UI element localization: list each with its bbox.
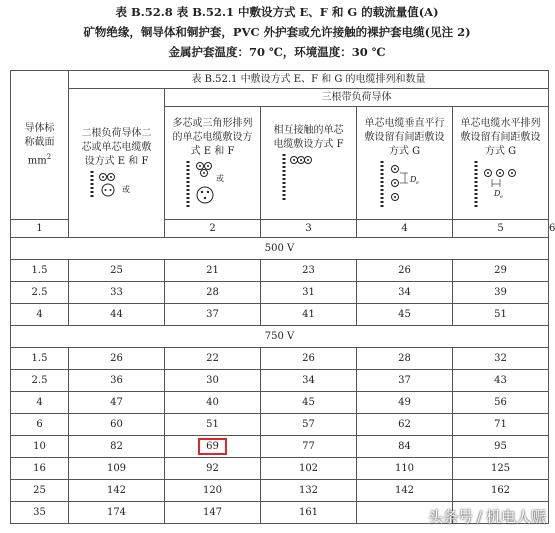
table-conditions: 金属护套温度：70 ℃，环境温度：30 ℃ [168, 45, 386, 59]
value-cell: 23 [261, 260, 357, 282]
value-cell: 174 [69, 502, 165, 524]
value-cell: 162 [453, 480, 549, 502]
col-number: 2 [165, 220, 261, 238]
conductor-size-cell: 2.5 [11, 282, 69, 304]
value-cell: 26 [69, 348, 165, 370]
highlighted-value: 69 [198, 438, 227, 455]
three-loaded-header: 三根带负荷导体 [165, 89, 549, 107]
touching-arrangement-diagram [274, 152, 344, 202]
value-cell: 39 [453, 282, 549, 304]
conductor-size-cell: 25 [11, 480, 69, 502]
value-cell: 44 [69, 304, 165, 326]
conductor-size-cell: 10 [11, 436, 69, 458]
trefoil-arrangement-diagram [178, 159, 248, 209]
watermark: 头条号 / 机电人赈 [427, 508, 546, 526]
value-cell: 147 [165, 502, 261, 524]
value-cell: 110 [357, 458, 453, 480]
de-label: D [409, 175, 416, 184]
value-cell: 31 [261, 282, 357, 304]
de-subscript: e [499, 194, 503, 200]
conductor-size-cell: 1.5 [11, 260, 69, 282]
two-conductor-arrangement-diagram [82, 169, 152, 199]
col-number: 1 [11, 220, 69, 238]
value-cell: 125 [453, 458, 549, 480]
value-cell: 37 [357, 370, 453, 392]
value-cell: 57 [261, 414, 357, 436]
table-subtitle: 矿物绝缘，铜导体和铜护套，PVC 外护套或允许接触的裸护套电缆(见注 2) [83, 25, 471, 39]
value-cell: 120 [165, 480, 261, 502]
value-cell: 26 [357, 260, 453, 282]
col-number: 4 [357, 220, 453, 238]
value-cell: 62 [357, 414, 453, 436]
value-cell: 41 [261, 304, 357, 326]
de-subscript: e [415, 180, 419, 186]
value-cell: 30 [165, 370, 261, 392]
table-row [11, 348, 549, 370]
value-cell: 34 [357, 282, 453, 304]
value-cell: 142 [357, 480, 453, 502]
value-cell: 161 [261, 502, 357, 524]
conductor-size-cell: 35 [11, 502, 69, 524]
conductor-size-cell: 1.5 [11, 348, 69, 370]
table-title: 表 B.52.8 表 B.52.1 中敷设方式 E、F 和 G 的载流量值(A) [115, 5, 439, 19]
value-cell: 49 [357, 392, 453, 414]
conductor-size-cell: 16 [11, 458, 69, 480]
conductor-size-cell: 4 [11, 304, 69, 326]
value-cell: 51 [165, 414, 261, 436]
value-cell: 47 [69, 392, 165, 414]
value-cell: 56 [453, 392, 549, 414]
col-number: 3 [261, 220, 357, 238]
value-cell: 25 [69, 260, 165, 282]
value-cell: 40 [165, 392, 261, 414]
table-row [11, 282, 549, 304]
table-row [11, 480, 549, 502]
value-cell: 26 [261, 348, 357, 370]
horizontal-spaced-header: 单芯电缆水平排列敷设留有间距敷设方式 G D e [453, 107, 549, 220]
value-cell [165, 436, 261, 458]
voltage-section-row [11, 326, 549, 348]
value-cell: 28 [357, 348, 453, 370]
conductor-size-header: 导体标称截面 $mm^2$ [11, 71, 69, 220]
or-label: 或 [121, 185, 130, 194]
value-cell: 43 [453, 370, 549, 392]
value-cell: 102 [261, 458, 357, 480]
value-cell: 29 [453, 260, 549, 282]
table-row [11, 370, 549, 392]
table-row [11, 414, 549, 436]
conductor-size-cell: 6 [11, 414, 69, 436]
table-row [11, 392, 549, 414]
voltage-section-row [11, 238, 549, 260]
col-number: 5 [453, 220, 549, 238]
value-cell: 109 [69, 458, 165, 480]
value-cell: 95 [453, 436, 549, 458]
touching-single-core-header: 相互接触的单芯电缆敷设方式 F [261, 107, 357, 220]
conductor-size-cell: 2.5 [11, 370, 69, 392]
value-cell: 21 [165, 260, 261, 282]
table-row [11, 260, 549, 282]
two-loaded-header: 二根负荷导体二芯或单芯电缆敷设方式 E 和 F 或 [69, 89, 165, 238]
value-cell: 28 [165, 282, 261, 304]
ampacity-table: 导体标称截面 $mm^2$ 表 B.52.1 中敷设方式 E、F 和 G 的电缆排列和数量 二根负荷导体二芯或单芯电缆敷设方式 E 和 F 或 三根带负荷导体 多芯或三角形排列的单芯电缆敷设方式 E 和 F 或 相互接触的单芯电缆敷设方式 F 单芯电缆垂直平行敷设留有间距敷设方式 G D e 单芯电缆水平排列敷设留有间距敷设方式 G D e 1 2 3 4 5 6 500 V 1.5 25 21 23 26 29 2.5 33 28 31 34 39 4 44 37 41 45 51 750 V 1.5 26 22 26 28 32 2.5 36 30 34 37 43 4 47 40 45 49 56 6 60 51 57 62 71 10 82 69 77 84 95 16 109 92 102 110 125 25 142 120 132 142 162 35 174 147 161 [10, 70, 549, 524]
vertical-spaced-diagram [370, 159, 440, 209]
value-cell: 36 [69, 370, 165, 392]
multicore-trefoil-header: 多芯或三角形排列的单芯电缆敷设方式 E 和 F 或 [165, 107, 261, 220]
value-cell: 82 [69, 436, 165, 458]
value-cell: 84 [357, 436, 453, 458]
value-cell: 33 [69, 282, 165, 304]
or-label: 或 [215, 174, 224, 183]
value-cell: 45 [261, 392, 357, 414]
value-cell: 142 [69, 480, 165, 502]
de-label: D [493, 189, 500, 198]
value-cell: 77 [261, 436, 357, 458]
value-cell: 45 [357, 304, 453, 326]
value-cell: 71 [453, 414, 549, 436]
value-cell: 32 [453, 348, 549, 370]
arrangement-section-header: 表 B.52.1 中敷设方式 E、F 和 G 的电缆排列和数量 [69, 71, 549, 89]
value-cell: 37 [165, 304, 261, 326]
value-cell: 22 [165, 348, 261, 370]
table-row [11, 458, 549, 480]
vertical-spaced-header: 单芯电缆垂直平行敷设留有间距敷设方式 G D e [357, 107, 453, 220]
value-cell: 51 [453, 304, 549, 326]
value-cell: 132 [261, 480, 357, 502]
table-row [11, 436, 549, 458]
voltage-label: 750 V [11, 326, 549, 348]
table-row [11, 304, 549, 326]
voltage-label: 500 V [11, 238, 549, 260]
horizontal-spaced-diagram [466, 159, 536, 209]
value-cell: 60 [69, 414, 165, 436]
value-cell: 34 [261, 370, 357, 392]
conductor-size-cell: 4 [11, 392, 69, 414]
value-cell: 92 [165, 458, 261, 480]
